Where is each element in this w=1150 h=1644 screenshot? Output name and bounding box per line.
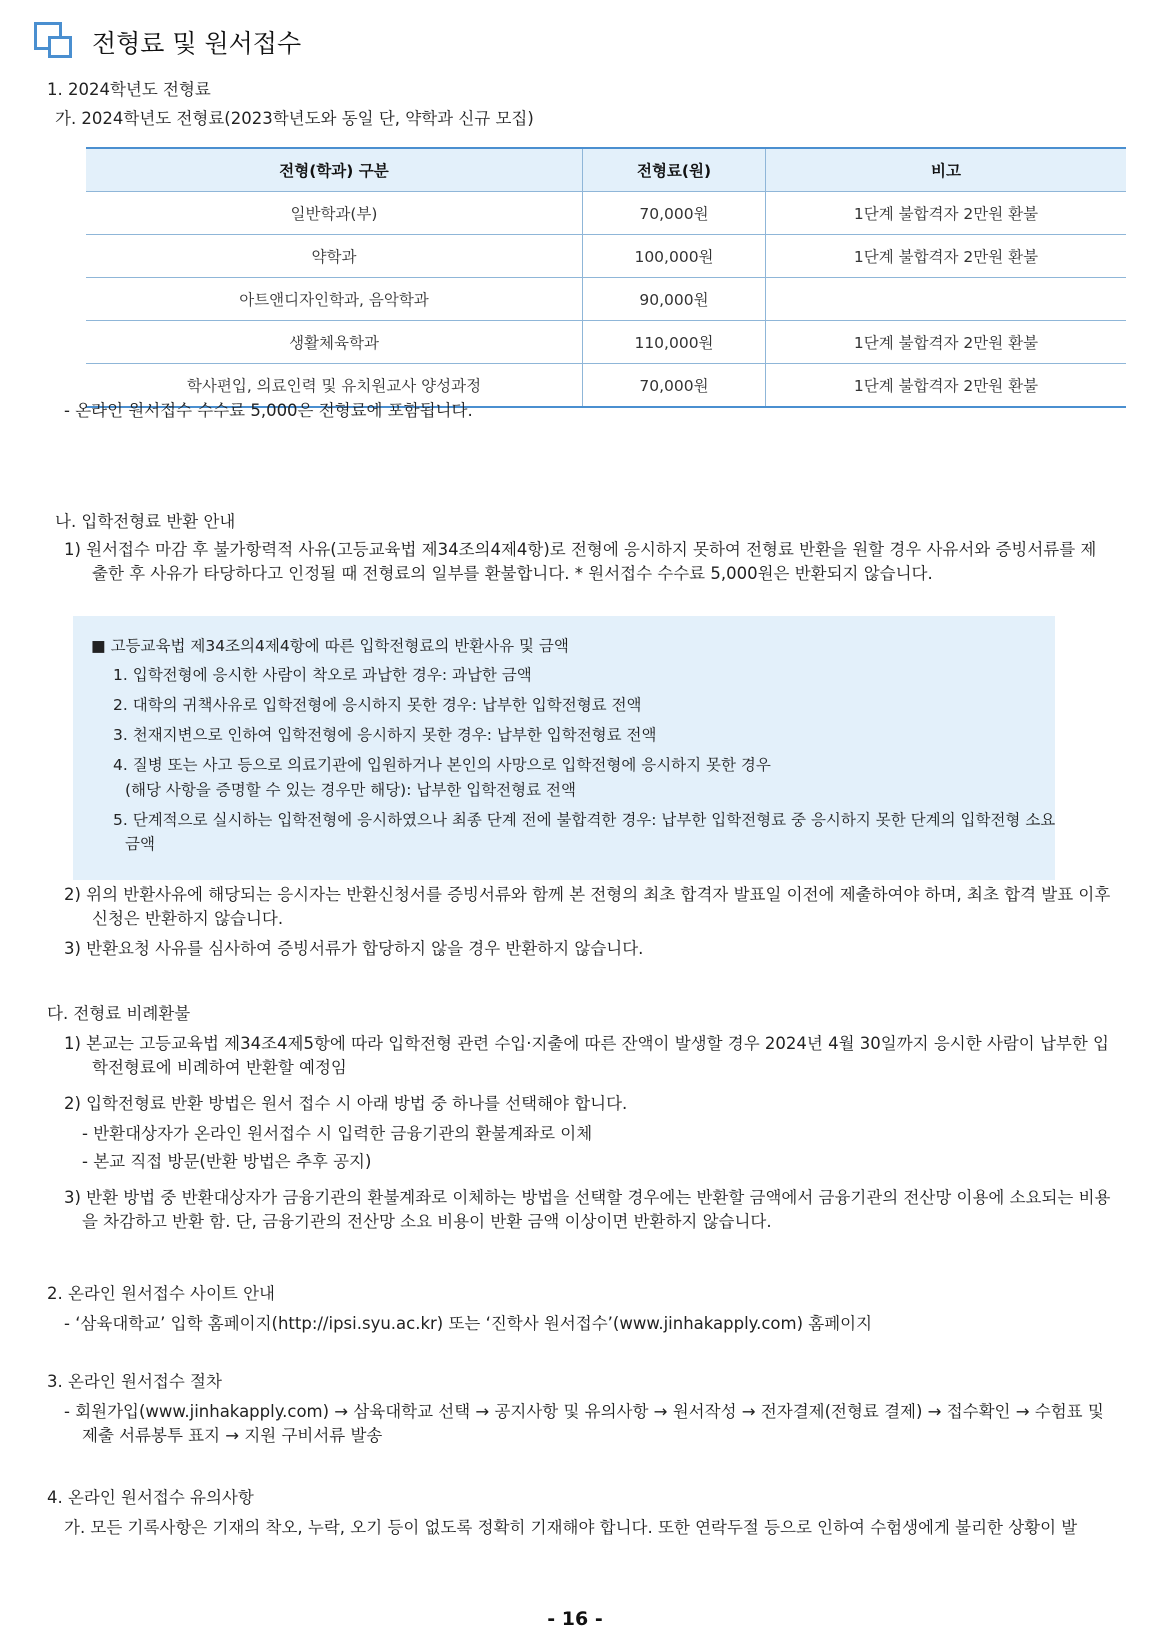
table-row — [86, 235, 1126, 278]
table-cell: 학사편입, 의료인력 및 유치원교사 양성과정 — [86, 364, 583, 408]
subheading-na: 나. 입학전형료 반환 안내 — [55, 512, 236, 531]
table-header-row — [86, 148, 1126, 192]
table-cell: 1단계 불합격자 2만원 환불 — [766, 235, 1127, 278]
table-cell: 약학과 — [86, 235, 583, 278]
page-number: - 16 - — [547, 1608, 603, 1630]
table-cell: 70,000원 — [583, 192, 766, 235]
table-cell: 100,000원 — [583, 235, 766, 278]
box-heading: ■ 고등교육법 제34조의4제4항에 따른 입학전형료의 반환사유 및 금액 — [91, 637, 569, 655]
site-info: - ‘삼육대학교’ 입학 홈페이지(http://ipsi.syu.ac.kr) 또는 ‘진학사 원서접수’(www.jinhakapply.com) 홈페이지 — [64, 1314, 873, 1333]
table-cell: 1단계 불합격자 2만원 환불 — [766, 192, 1127, 235]
subheading-ga: 가. 2024학년도 전형료(2023학년도와 동일 단, 약학과 신규 모집) — [55, 109, 534, 128]
table-row — [86, 278, 1126, 321]
table-cell: 70,000원 — [583, 364, 766, 408]
page-title: 전형료 및 원서접수 — [92, 29, 302, 58]
heading-2: 2. 온라인 원서접수 사이트 안내 — [47, 1284, 275, 1303]
refund-item-2: 2) 위의 반환사유에 해당되는 응시자는 반환신청서를 증빙서류와 함께 본 전형의 최초 합격자 발표일 이전에 제출하여야 하며, 최초 합격 발표 이후 신청은 반환하지 않습니다. — [64, 885, 1111, 928]
table-cell: 일반학과(부) — [86, 192, 583, 235]
table-row — [86, 321, 1126, 364]
refund-item-3: 3) 반환요청 사유를 심사하여 증빙서류가 합당하지 않을 경우 반환하지 않습니다. — [64, 939, 644, 958]
table-row — [86, 192, 1126, 235]
table-cell: 아트앤디자인학과, 음악학과 — [86, 278, 583, 321]
box-item: 3. 천재지변으로 인하여 입학전형에 응시하지 못한 경우: 납부한 입학전형료 전액 — [113, 726, 657, 744]
table-cell: 생활체육학과 — [86, 321, 583, 364]
caution-ga: 가. 모든 기록사항은 기재의 착오, 누락, 오기 등이 없도록 정확히 기재해야 합니다. 또한 연락두절 등으로 인하여 수험생에게 불리한 상황이 발 — [64, 1518, 1078, 1537]
section-title — [34, 22, 301, 62]
proportional-refund-2: 2) 입학전형료 반환 방법은 원서 접수 시 아래 방법 중 하나를 선택해야 합니다. — [64, 1094, 628, 1113]
refund-method-b: - 본교 직접 방문(반환 방법은 추후 공지) — [82, 1152, 372, 1171]
fee-note: - 온라인 원서접수 수수료 5,000은 전형료에 포함됩니다. — [64, 401, 473, 420]
box-item: 2. 대학의 귀책사유로 입학전형에 응시하지 못한 경우: 납부한 입학전형료 전액 — [113, 696, 642, 714]
refund-item-1: 1) 원서접수 마감 후 불가항력적 사유(고등교육법 제34조의4제4항)로 전형에 응시하지 못하여 전형료 반환을 원할 경우 사유서와 증빙서류를 제출한 후 사유가 타당하다고 인정될 때 전형료의 일부를 환불합니다. * 원서접수 수수료 5,000원은 반환되지 않습니다. — [64, 540, 1097, 583]
proportional-refund-3: 3) 반환 방법 중 반환대상자가 금융기관의 환불계좌로 이체하는 방법을 선택할 경우에는 반환할 금액에서 금융기관의 전산망 이용에 소요되는 비용을 차감하고 반환 함. 단, 금융기관의 전산망 소요 비용이 반환 금액 이상이면 반환하지 않습니다. — [64, 1188, 1111, 1231]
heading-3: 3. 온라인 원서접수 절차 — [47, 1372, 222, 1391]
column-header: 전형료(원) — [583, 148, 766, 192]
table-cell: 90,000원 — [583, 278, 766, 321]
box-item: 4. 질병 또는 사고 등으로 의료기관에 입원하거나 본인의 사망으로 입학전형에 응시하지 못한 경우 — [113, 756, 771, 774]
refund-reasons-box — [73, 616, 1055, 880]
column-header: 비고 — [766, 148, 1127, 192]
box-item: 5. 단계적으로 실시하는 입학전형에 응시하였으나 최종 단계 전에 불합격한 경우: 납부한 입학전형료 중 응시하지 못한 단계의 입학전형 소요 — [113, 811, 1056, 829]
heading-4: 4. 온라인 원서접수 유의사항 — [47, 1488, 254, 1507]
box-item: 1. 입학전형에 응시한 사람이 착오로 과납한 경우: 과납한 금액 — [113, 666, 532, 684]
proportional-refund-1: 1) 본교는 고등교육법 제34조4제5항에 따라 입학전형 관련 수입·지출에 따른 잔액이 발생할 경우 2024년 4월 30일까지 응시한 사람이 납부한 입학전형료에 비례하여 반환할 예정임 — [64, 1034, 1109, 1077]
square-bullet-icon — [34, 22, 74, 62]
box-item: (해당 사항을 증명할 수 있는 경우만 해당): 납부한 입학전형료 전액 — [125, 781, 576, 799]
table-cell: 1단계 불합격자 2만원 환불 — [766, 364, 1127, 408]
column-header: 전형(학과) 구분 — [86, 148, 583, 192]
table-cell: 1단계 불합격자 2만원 환불 — [766, 321, 1127, 364]
table-cell — [766, 278, 1127, 321]
application-steps: - 회원가입(www.jinhakapply.com) → 삼육대학교 선택 → 공지사항 및 유의사항 → 원서작성 → 전자결제(전형료 결제) → 접수확인 → 수험표 및 제출 서류봉투 표지 → 지원 구비서류 발송 — [64, 1402, 1104, 1445]
table-cell: 110,000원 — [583, 321, 766, 364]
box-item: 금액 — [125, 835, 155, 853]
fee-table — [86, 147, 1126, 408]
subheading-da: 다. 전형료 비례환불 — [47, 1004, 191, 1023]
refund-method-a: - 반환대상자가 온라인 원서접수 시 입력한 금융기관의 환불계좌로 이체 — [82, 1124, 593, 1143]
heading-1: 1. 2024학년도 전형료 — [47, 80, 211, 99]
